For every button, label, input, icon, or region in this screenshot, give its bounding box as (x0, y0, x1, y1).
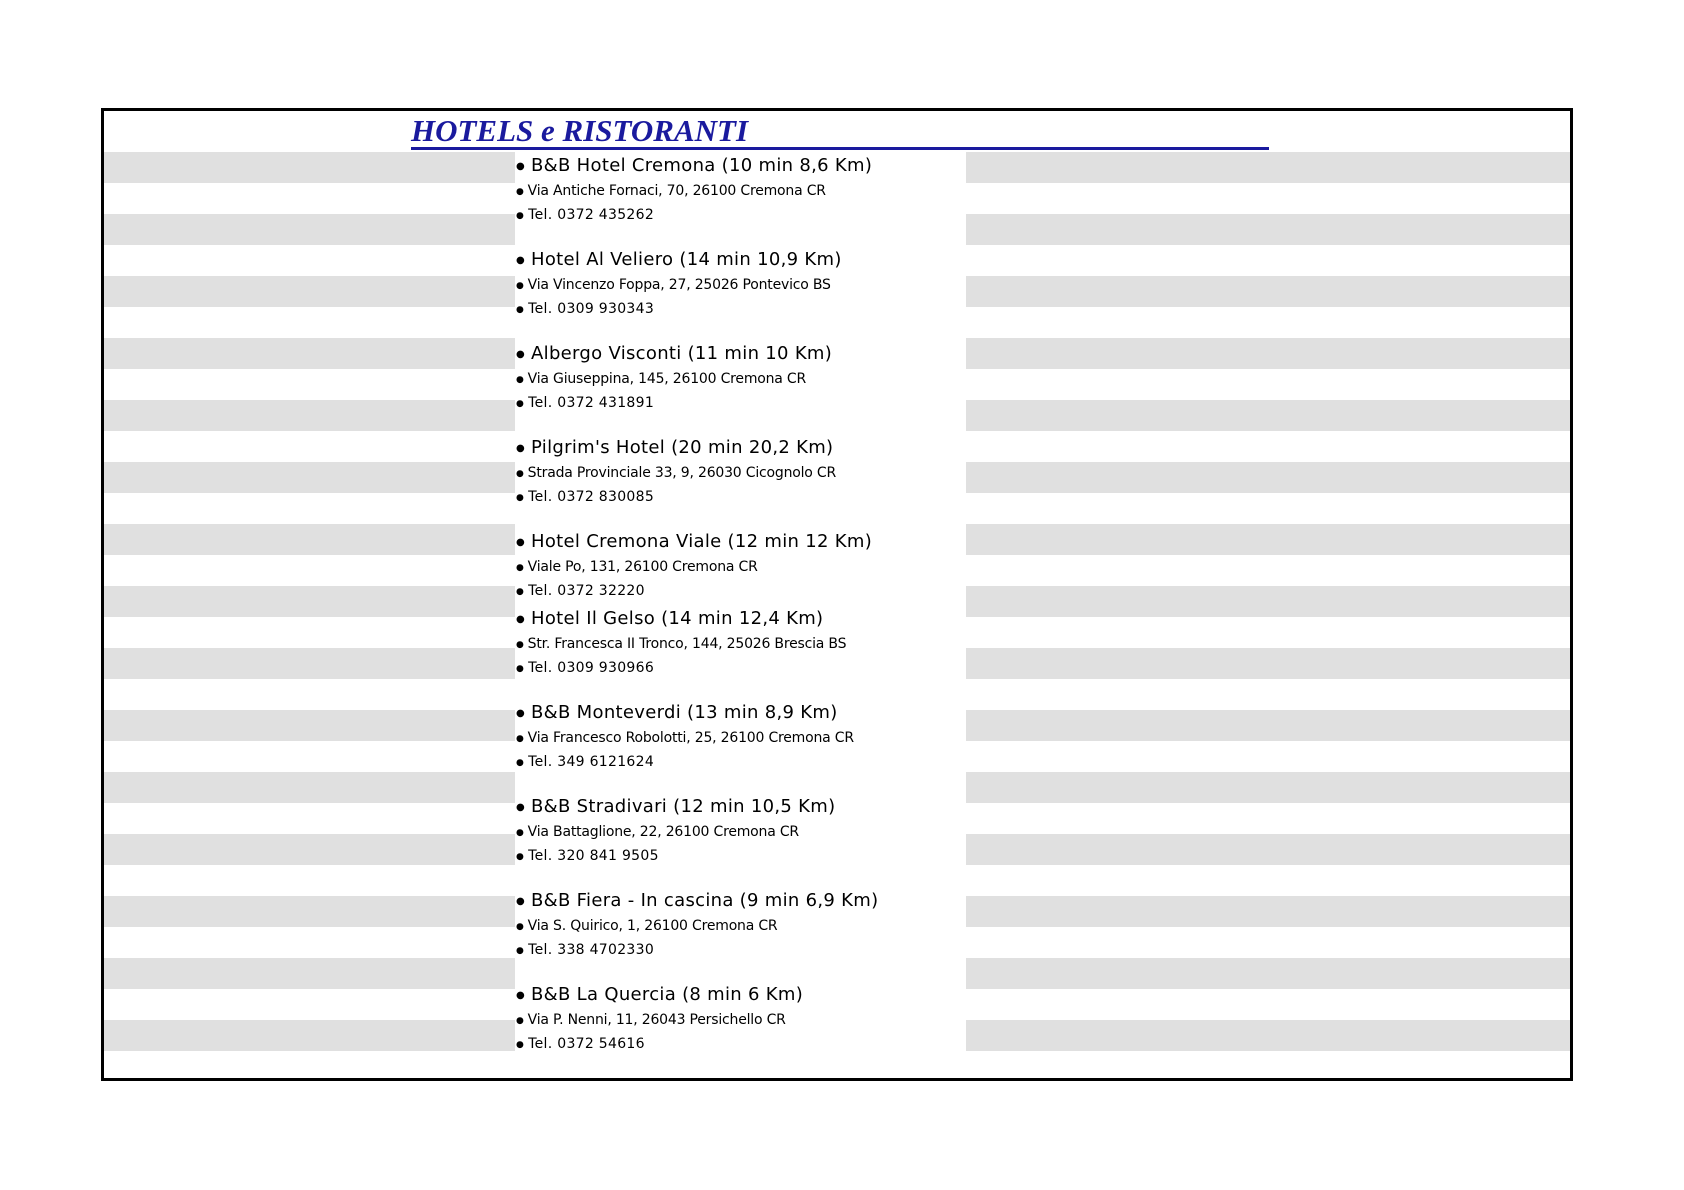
hotel-name: ● Hotel Al Veliero (14 min 10,9 Km) (516, 249, 842, 270)
bullet-icon: ● (516, 896, 526, 907)
hotel-address: ● Via Antiche Fornaci, 70, 26100 Cremona CR (516, 183, 826, 199)
hotel-name: ● B&B Stradivari (12 min 10,5 Km) (516, 796, 836, 817)
bullet-icon: ● (516, 305, 525, 315)
bullet-icon: ● (516, 537, 526, 548)
bullet-icon: ● (516, 734, 524, 744)
bullet-icon: ● (516, 640, 524, 650)
bullet-icon: ● (516, 255, 526, 266)
bullet-icon: ● (516, 1040, 525, 1050)
bullet-icon: ● (516, 946, 525, 956)
bullet-icon: ● (516, 922, 524, 932)
hotel-name: ● Pilgrim's Hotel (20 min 20,2 Km) (516, 437, 834, 458)
hotel-address: ● Via Vincenzo Foppa, 27, 25026 Pontevico BS (516, 277, 831, 293)
hotel-phone: ● Tel. 338 4702330 (516, 942, 655, 958)
bullet-icon: ● (516, 349, 526, 360)
hotel-phone: ● Tel. 0372 830085 (516, 489, 655, 505)
hotel-name: ● B&B Monteverdi (13 min 8,9 Km) (516, 702, 838, 723)
hotel-phone: ● Tel. 320 841 9505 (516, 848, 659, 864)
hotel-phone: ● Tel. 0372 32220 (516, 583, 645, 599)
bullet-icon: ● (516, 211, 525, 221)
bullet-icon: ● (516, 563, 524, 573)
bullet-icon: ● (516, 187, 524, 197)
hotel-address: ● Viale Po, 131, 26100 Cremona CR (516, 559, 758, 575)
bullet-icon: ● (516, 852, 525, 862)
hotel-phone: ● Tel. 0372 431891 (516, 395, 655, 411)
bullet-icon: ● (516, 469, 524, 479)
hotel-address: ● Strada Provinciale 33, 9, 26030 Cicognolo CR (516, 465, 837, 481)
hotel-name: ● Albergo Visconti (11 min 10 Km) (516, 343, 833, 364)
page-title: HOTELS e RISTORANTI (411, 114, 1269, 150)
hotel-name: ● B&B Hotel Cremona (10 min 8,6 Km) (516, 155, 873, 176)
hotel-address: ● Str. Francesca II Tronco, 144, 25026 Brescia BS (516, 636, 847, 652)
bullet-icon: ● (516, 708, 526, 719)
hotel-phone: ● Tel. 0309 930966 (516, 660, 655, 676)
bullet-icon: ● (516, 443, 526, 454)
bullet-icon: ● (516, 990, 526, 1001)
bullet-icon: ● (516, 281, 524, 291)
bullet-icon: ● (516, 161, 526, 172)
hotel-name: ● Hotel Il Gelso (14 min 12,4 Km) (516, 608, 824, 629)
hotel-address: ● Via S. Quirico, 1, 26100 Cremona CR (516, 918, 778, 934)
hotel-address: ● Via P. Nenni, 11, 26043 Persichello CR (516, 1012, 786, 1028)
hotel-address: ● Via Battaglione, 22, 26100 Cremona CR (516, 824, 799, 840)
bullet-icon: ● (516, 399, 525, 409)
bullet-icon: ● (516, 493, 525, 503)
hotel-phone: ● Tel. 0309 930343 (516, 301, 655, 317)
bullet-icon: ● (516, 664, 525, 674)
hotel-phone: ● Tel. 0372 54616 (516, 1036, 645, 1052)
bullet-icon: ● (516, 802, 526, 813)
hotel-name: ● B&B Fiera - In cascina (9 min 6,9 Km) (516, 890, 879, 911)
bullet-icon: ● (516, 614, 526, 625)
bullet-icon: ● (516, 587, 525, 597)
bullet-icon: ● (516, 375, 524, 385)
bullet-icon: ● (516, 1016, 524, 1026)
hotel-list-frame (101, 108, 1573, 1081)
hotel-phone: ● Tel. 0372 435262 (516, 207, 655, 223)
hotel-address: ● Via Francesco Robolotti, 25, 26100 Cremona CR (516, 730, 854, 746)
hotel-address: ● Via Giuseppina, 145, 26100 Cremona CR (516, 371, 807, 387)
bullet-icon: ● (516, 828, 524, 838)
bullet-icon: ● (516, 758, 525, 768)
hotel-name: ● Hotel Cremona Viale (12 min 12 Km) (516, 531, 873, 552)
hotel-phone: ● Tel. 349 6121624 (516, 754, 655, 770)
hotel-name: ● B&B La Quercia (8 min 6 Km) (516, 984, 804, 1005)
